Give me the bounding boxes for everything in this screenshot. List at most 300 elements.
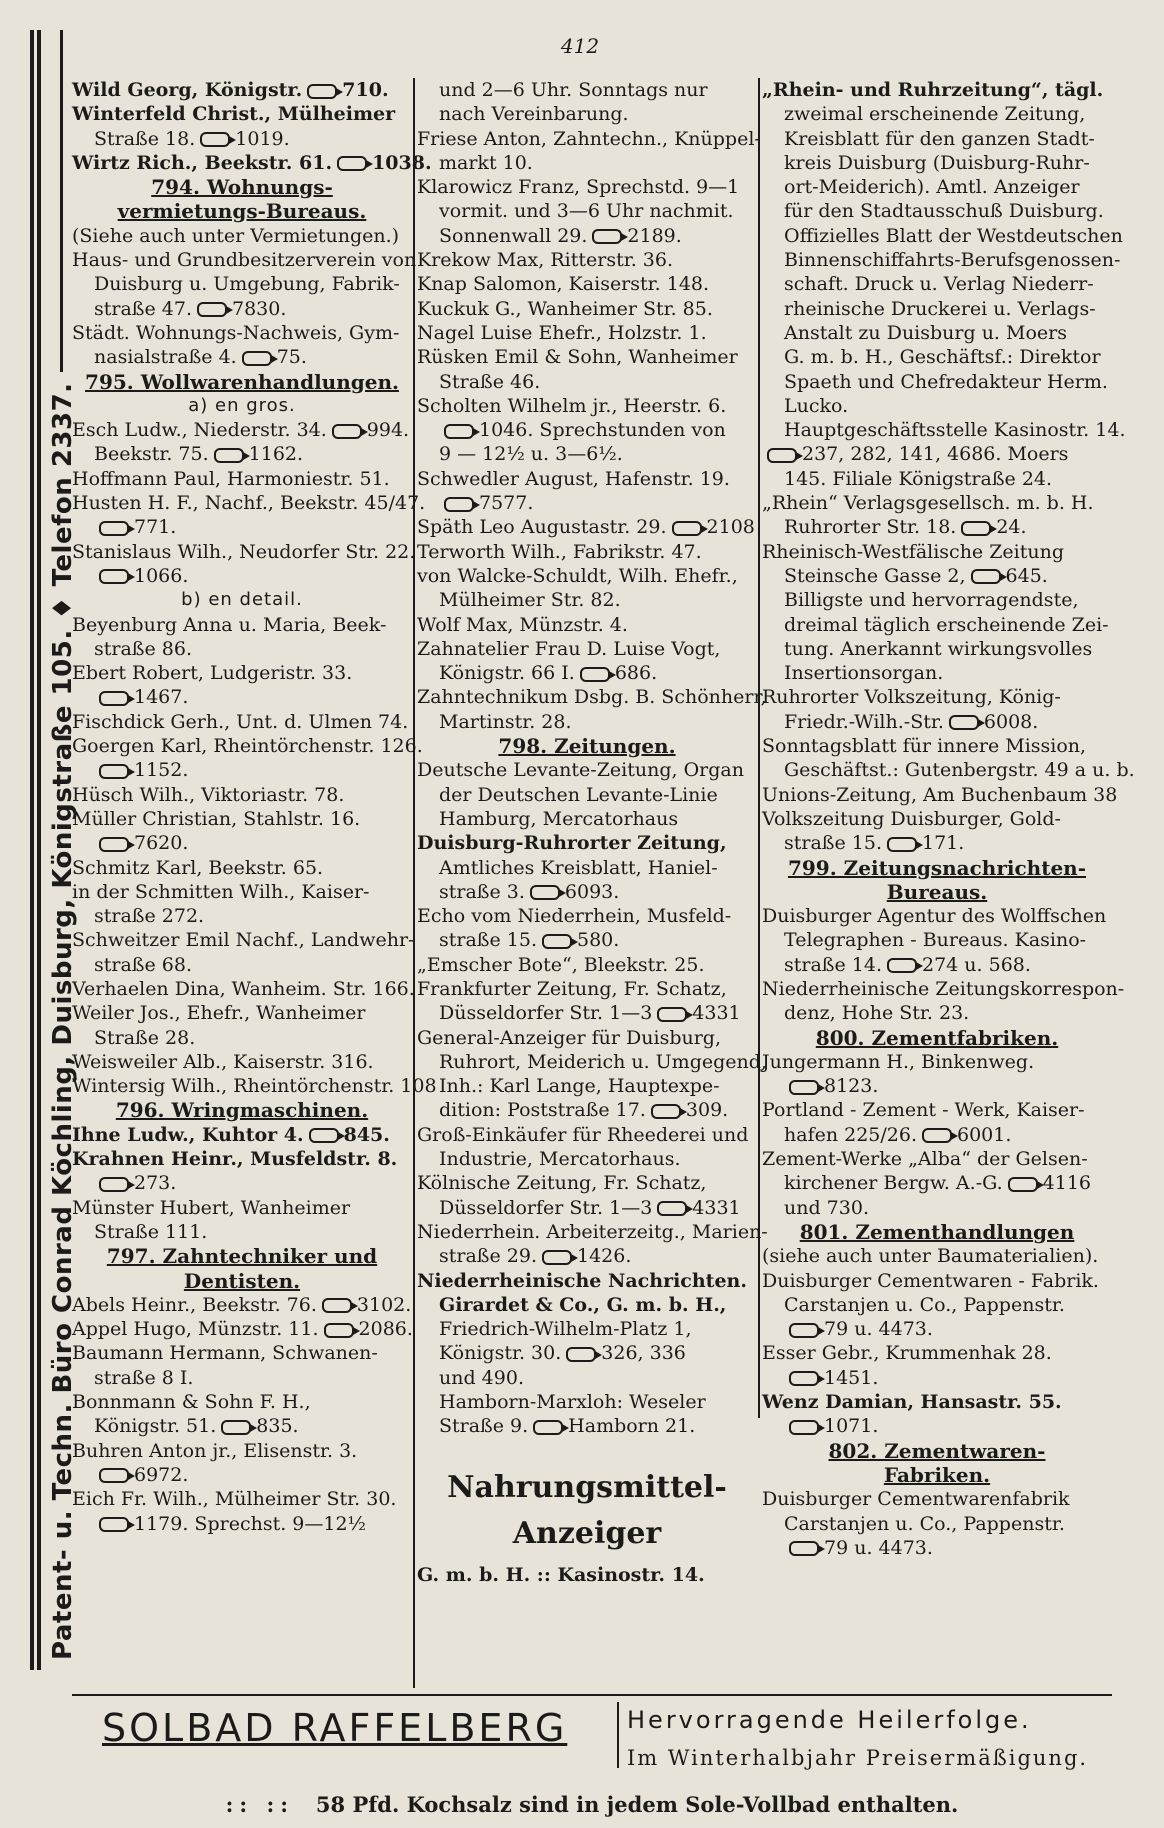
directory-entry-line bbox=[417, 394, 757, 418]
entry-text: 145. Filiale Königstraße 24. bbox=[784, 467, 1053, 490]
entry-text: Duisburg-Ruhrorter Zeitung, bbox=[417, 832, 727, 855]
directory-entry-line bbox=[762, 710, 1112, 734]
entry-text: Müller Christian, Stahlstr. 16. bbox=[72, 807, 361, 830]
telephone-icon bbox=[789, 1541, 819, 1556]
phone-number: 3102. bbox=[356, 1293, 412, 1316]
section-heading bbox=[762, 1026, 1112, 1050]
entry-text: Niederrheinische Zeitungskorrespon- bbox=[762, 977, 1125, 1000]
section-heading bbox=[72, 1098, 412, 1122]
telephone-icon bbox=[789, 1420, 819, 1435]
directory-entry-line bbox=[417, 199, 757, 223]
directory-entry-line bbox=[417, 272, 757, 296]
entry-text: Martinstr. 28. bbox=[439, 710, 572, 733]
entry-text: der Deutschen Levante-Linie bbox=[439, 783, 718, 806]
entry-text: Duisburger Cementwarenfabrik bbox=[762, 1488, 1070, 1511]
directory-entry-line bbox=[417, 1293, 757, 1317]
directory-entry-line bbox=[417, 904, 757, 928]
footer-divider bbox=[617, 1702, 619, 1768]
entry-text: a) en gros. bbox=[188, 394, 296, 416]
directory-entry-line bbox=[762, 1098, 1112, 1122]
directory-entry-line bbox=[762, 1414, 1112, 1438]
entry-text: Geschäftst.: Gutenbergstr. 49 a u. b. bbox=[784, 759, 1135, 782]
directory-entry-line bbox=[417, 564, 757, 588]
footer-advert bbox=[72, 1694, 1112, 1816]
directory-entry-line bbox=[417, 758, 757, 782]
directory-entry-line bbox=[417, 224, 757, 248]
entry-text: (siehe auch unter Baumaterialien). bbox=[762, 1245, 1099, 1268]
entry-text: G. m. b. H., Geschäftsf.: Direktor bbox=[784, 346, 1101, 369]
entry-text: markt 10. bbox=[439, 151, 533, 174]
entry-text: straße 8 I. bbox=[94, 1366, 194, 1389]
advert-footer: G. m. b. H. :: Kasinostr. 14. bbox=[417, 1563, 705, 1586]
phone-number: 8123. bbox=[824, 1075, 879, 1098]
entry-text: Ruhrorter Volkszeitung, König- bbox=[762, 686, 1061, 709]
directory-entry-line bbox=[72, 1512, 412, 1536]
entry-text: Zahnatelier Frau D. Luise Vogt, bbox=[417, 637, 721, 660]
directory-entry-line bbox=[417, 491, 757, 515]
entry-text: Buhren Anton jr., Elisenstr. 3. bbox=[72, 1439, 358, 1462]
phone-number: 2189. bbox=[627, 224, 682, 247]
entry-text: Telegraphen - Bureaus. Kasino- bbox=[784, 929, 1087, 952]
directory-entry-line bbox=[762, 1487, 1112, 1511]
entry-text: Deutsche Levante-Zeitung, Organ bbox=[417, 759, 744, 782]
entry-text: Hamburg, Mercatorhaus bbox=[439, 807, 679, 830]
phone-number: 1066. bbox=[134, 564, 189, 587]
entry-text: 796. Wringmaschinen. bbox=[115, 1098, 369, 1123]
phone-number: 994. bbox=[366, 419, 410, 442]
entry-text: straße 3. bbox=[439, 880, 525, 903]
entry-text: Beekstr. 75. bbox=[94, 443, 209, 466]
directory-entry-line bbox=[417, 710, 757, 734]
directory-entry-line bbox=[72, 953, 412, 977]
telephone-icon bbox=[789, 1371, 819, 1386]
entry-text: Kuckuk G., Wanheimer Str. 85. bbox=[417, 297, 713, 320]
entry-text: Beyenburg Anna u. Maria, Beek- bbox=[72, 613, 387, 636]
directory-entry-line bbox=[72, 637, 412, 661]
entry-text: Winterfeld Christ., Mülheimer bbox=[72, 103, 396, 126]
directory-entry-line bbox=[72, 1196, 412, 1220]
directory-entry-line bbox=[417, 1390, 757, 1414]
entry-text: General-Anzeiger für Duisburg, bbox=[417, 1026, 721, 1049]
entry-text: 797. Zahntechniker und bbox=[106, 1244, 378, 1269]
directory-entry-line bbox=[762, 1171, 1112, 1195]
phone-number: 4331 bbox=[692, 1196, 741, 1219]
directory-entry-line bbox=[72, 297, 412, 321]
advert-title: Nahrungsmittel- bbox=[447, 1469, 727, 1505]
entry-text: Weiler Jos., Ehefr., Wanheimer bbox=[72, 1002, 366, 1025]
directory-entry-line bbox=[762, 1512, 1112, 1536]
directory-entry-line bbox=[762, 1269, 1112, 1293]
directory-entry-line bbox=[417, 175, 757, 199]
directory-entry-line bbox=[72, 613, 412, 637]
entry-text: straße 68. bbox=[94, 953, 192, 976]
entry-text: straße 14. bbox=[784, 953, 882, 976]
section-heading bbox=[72, 175, 412, 199]
entry-text: Friedr.-Wilh.-Str. bbox=[784, 710, 944, 733]
telephone-icon bbox=[99, 837, 129, 852]
directory-entry-line bbox=[72, 710, 412, 734]
directory-entry-line bbox=[72, 515, 412, 539]
directory-entry-line bbox=[72, 1439, 412, 1463]
phone-number: 6008. bbox=[983, 710, 1039, 733]
entry-text: Straße 9. bbox=[439, 1415, 529, 1438]
phone-number: 6093. bbox=[564, 880, 620, 903]
entry-text: Ebert Robert, Ludgeristr. 33. bbox=[72, 662, 353, 685]
directory-entry-line bbox=[762, 564, 1112, 588]
directory-entry-line bbox=[72, 807, 412, 831]
entry-text: Eich Fr. Wilh., Mülheimer Str. 30. bbox=[72, 1488, 397, 1511]
telephone-icon bbox=[657, 1007, 687, 1022]
entry-text: und 730. bbox=[784, 1196, 869, 1219]
directory-entry-line bbox=[762, 977, 1125, 1001]
directory-entry-line bbox=[72, 1026, 412, 1050]
entry-text: Offizielles Blatt der Westdeutschen bbox=[784, 224, 1123, 247]
entry-text: Echo vom Niederrhein, Musfeld- bbox=[417, 905, 732, 928]
directory-entry-line bbox=[417, 977, 757, 1001]
entry-text: Hauptgeschäftsstelle Kasinostr. 14. bbox=[784, 419, 1126, 442]
directory-entry-line bbox=[762, 272, 1112, 296]
phone-number: 710. bbox=[342, 79, 389, 101]
entry-text: Wolf Max, Münzstr. 4. bbox=[417, 613, 628, 636]
entry-text: Zement-Werke „Alba“ der Gelsen- bbox=[762, 1148, 1088, 1171]
directory-entry-line bbox=[417, 1074, 757, 1098]
phone-number: Hamborn 21. bbox=[568, 1415, 696, 1438]
telephone-icon bbox=[530, 885, 560, 900]
entry-text: Unions-Zeitung, Am Buchenbaum 38 bbox=[762, 783, 1118, 806]
telephone-icon bbox=[444, 424, 474, 439]
entry-text: „Emscher Bote“, Bleekstr. 25. bbox=[417, 953, 705, 976]
directory-entry-line bbox=[72, 1317, 412, 1341]
entry-text: vermietungs-Bureaus. bbox=[117, 199, 367, 224]
directory-entry-line bbox=[417, 467, 757, 491]
phone-number: 645. bbox=[1005, 564, 1048, 587]
entry-text: 798. Zeitungen. bbox=[498, 734, 676, 759]
telephone-icon bbox=[767, 448, 797, 463]
entry-text: und 490. bbox=[439, 1366, 524, 1389]
directory-entry-line bbox=[72, 1220, 412, 1244]
directory-entry-line bbox=[417, 1220, 768, 1244]
directory-entry-line bbox=[417, 418, 757, 442]
directory-entry-line bbox=[762, 953, 1112, 977]
directory-entry-line bbox=[762, 102, 1112, 126]
entry-text: Kölnische Zeitung, Fr. Schatz, bbox=[417, 1172, 707, 1195]
telephone-icon bbox=[99, 764, 129, 779]
directory-entry-line bbox=[762, 321, 1112, 345]
directory-entry-line bbox=[417, 831, 757, 855]
entry-text: Krahnen Heinr., Musfeldstr. 8. bbox=[72, 1148, 398, 1171]
telephone-icon bbox=[309, 1128, 339, 1143]
directory-entry-line bbox=[762, 467, 1112, 491]
entry-text: Krekow Max, Ritterstr. 36. bbox=[417, 249, 674, 272]
directory-entry-line bbox=[72, 1123, 412, 1147]
entry-text: 800. Zementfabriken. bbox=[815, 1025, 1059, 1050]
telephone-icon bbox=[221, 1420, 251, 1435]
directory-entry-line bbox=[72, 1390, 412, 1414]
directory-entry-line bbox=[762, 613, 1112, 637]
section-heading bbox=[762, 1463, 1112, 1487]
entry-text: Lucko. bbox=[784, 394, 849, 417]
directory-entry-line bbox=[417, 127, 761, 151]
directory-entry-line bbox=[72, 418, 412, 442]
entry-text: (Siehe auch unter Vermietungen.) bbox=[72, 224, 400, 247]
entry-text: Hamborn-Marxloh: Weseler bbox=[439, 1391, 706, 1414]
footer-deco: :: :: bbox=[225, 1792, 294, 1817]
entry-text: Volkszeitung Duisburger, Gold- bbox=[762, 807, 1061, 830]
entry-text: Wirtz Rich., Beekstr. 61. bbox=[72, 151, 333, 174]
phone-number: 2108 bbox=[706, 516, 755, 539]
telephone-icon bbox=[657, 1201, 687, 1216]
phone-number: 1019. bbox=[235, 127, 290, 150]
entry-text: Terworth Wilh., Fabrikstr. 47. bbox=[417, 540, 702, 563]
entry-text: „Rhein“ Verlagsgesellsch. m. b. H. bbox=[762, 492, 1094, 515]
entry-text: Baumann Hermann, Schwanen- bbox=[72, 1342, 378, 1365]
section-heading bbox=[762, 880, 1112, 904]
directory-entry-line bbox=[417, 1171, 757, 1195]
phone-number: 1162. bbox=[248, 443, 304, 466]
directory-entry-line bbox=[762, 175, 1112, 199]
directory-entry-line bbox=[417, 248, 757, 272]
entry-text: Bureaus. bbox=[886, 879, 988, 904]
entry-text: Kreisblatt für den ganzen Stadt- bbox=[784, 127, 1095, 150]
sidebar-rule bbox=[37, 30, 41, 1670]
entry-text: Bonnmann & Sohn F. H., bbox=[72, 1391, 311, 1414]
section-heading bbox=[762, 1220, 1112, 1244]
entry-text: Ruhrort, Meiderich u. Umgegend, bbox=[439, 1050, 767, 1073]
entry-text: Jungermann H., Binkenweg. bbox=[762, 1050, 1035, 1073]
entry-text: Steinsche Gasse 2, bbox=[784, 564, 966, 587]
phone-number: 1038. bbox=[372, 151, 432, 174]
phone-number: 237, 282, 141, 4686. Moers bbox=[802, 443, 1069, 466]
directory-entry-line bbox=[762, 394, 1112, 418]
entry-text: in der Schmitten Wilh., Kaiser- bbox=[72, 880, 370, 903]
directory-entry-line bbox=[762, 1366, 1112, 1390]
entry-text: Rheinisch-Westfälische Zeitung bbox=[762, 540, 1065, 563]
directory-entry-line bbox=[762, 1317, 1112, 1341]
entry-text: Girardet & Co., G. m. b. H., bbox=[439, 1293, 727, 1316]
phone-number: 7577. bbox=[479, 492, 534, 515]
sidebar-advert-text: Patent- u. Techn. Büro Conrad Köchling, Duisburg, Königstraße 105. ♦ Telefon 2337. bbox=[48, 372, 78, 1670]
directory-entry-line bbox=[72, 661, 412, 685]
section-heading bbox=[72, 199, 412, 223]
directory-entry-line bbox=[72, 1050, 412, 1074]
entry-text: Inh.: Karl Lange, Hauptexpe- bbox=[439, 1075, 720, 1098]
directory-entry-line bbox=[762, 442, 1112, 466]
phone-number: 6972. bbox=[134, 1463, 189, 1486]
directory-entry-line bbox=[72, 1487, 412, 1511]
phone-number: 1071. bbox=[824, 1415, 879, 1438]
entry-text: schaft. Druck u. Verlag Niederr- bbox=[784, 273, 1094, 296]
telephone-icon bbox=[1008, 1177, 1038, 1192]
directory-entry-line bbox=[417, 1026, 757, 1050]
entry-text: Scholten Wilhelm jr., Heerstr. 6. bbox=[417, 394, 727, 417]
directory-entry-line bbox=[72, 880, 412, 904]
directory-entry-line bbox=[762, 491, 1112, 515]
entry-text: Städt. Wohnungs-Nachweis, Gym- bbox=[72, 321, 400, 344]
telephone-icon bbox=[99, 569, 129, 584]
telephone-icon bbox=[197, 302, 227, 317]
telephone-icon bbox=[949, 715, 979, 730]
phone-number: 835. bbox=[256, 1415, 299, 1438]
telephone-icon bbox=[322, 1298, 352, 1313]
directory-entry-line bbox=[417, 856, 757, 880]
directory-entry-line bbox=[762, 370, 1112, 394]
directory-entry-line bbox=[72, 345, 412, 369]
directory-entry-line bbox=[417, 540, 757, 564]
entry-text: Frankfurter Zeitung, Fr. Schatz, bbox=[417, 977, 727, 1000]
directory-entry-line bbox=[417, 1366, 757, 1390]
entry-text: Münster Hubert, Wanheimer bbox=[72, 1196, 351, 1219]
entry-text: Königstr. 30. bbox=[439, 1342, 562, 1365]
directory-entry-line bbox=[72, 224, 412, 248]
entry-text: Billigste und hervorragendste, bbox=[784, 589, 1079, 612]
phone-number: 309. bbox=[685, 1099, 729, 1122]
entry-text: Wenz Damian, Hansastr. 55. bbox=[762, 1391, 1062, 1414]
entry-text: Hüsch Wilh., Viktoriastr. 78. bbox=[72, 783, 345, 806]
footer-text: 58 Pfd. Kochsalz sind in jedem Sole-Vollbad enthalten. bbox=[315, 1792, 959, 1817]
telephone-icon bbox=[971, 569, 1001, 584]
phone-number: 273. bbox=[134, 1172, 177, 1195]
telephone-icon bbox=[789, 1323, 819, 1338]
column-divider bbox=[758, 78, 760, 1418]
entry-text: Fischdick Gerh., Unt. d. Ulmen 74. bbox=[72, 710, 409, 733]
phone-number: 79 u. 4473. bbox=[824, 1536, 933, 1559]
section-heading bbox=[72, 1269, 412, 1293]
telephone-icon bbox=[887, 958, 917, 973]
telephone-icon bbox=[651, 1104, 681, 1119]
directory-entry-line bbox=[762, 758, 1135, 782]
entry-text: Portland - Zement - Werk, Kaiser- bbox=[762, 1099, 1085, 1122]
entry-text: tung. Anerkannt wirkungsvolles bbox=[784, 637, 1093, 660]
entry-text: Ruhrorter Str. 18. bbox=[784, 516, 957, 539]
phone-number: 326, 336 bbox=[601, 1342, 686, 1365]
entry-text: Schmitz Karl, Beekstr. 65. bbox=[72, 856, 324, 879]
section-heading bbox=[762, 1439, 1112, 1463]
phone-number: 1046. Sprechstunden von bbox=[479, 419, 726, 442]
directory-entry-line bbox=[762, 199, 1112, 223]
entry-text: nach Vereinbarung. bbox=[439, 103, 629, 126]
directory-entry-line bbox=[762, 151, 1112, 175]
entry-text: 9 — 12½ u. 3—6½. bbox=[439, 443, 623, 466]
directory-entry-line bbox=[762, 78, 1112, 102]
entry-text: rheinische Druckerei u. Verlags- bbox=[784, 297, 1096, 320]
phone-number: 1152. bbox=[134, 759, 189, 782]
directory-entry-line bbox=[72, 321, 412, 345]
telephone-icon bbox=[592, 229, 622, 244]
entry-text: dition: Poststraße 17. bbox=[439, 1099, 646, 1122]
directory-entry-line bbox=[762, 345, 1112, 369]
entry-text: Sonnenwall 29. bbox=[439, 224, 588, 247]
directory-entry-line bbox=[417, 1098, 757, 1122]
entry-text: Königstr. 51. bbox=[94, 1415, 217, 1438]
directory-entry-line bbox=[762, 831, 1112, 855]
section-heading bbox=[417, 734, 757, 758]
entry-text: Carstanjen u. Co., Pappenstr. bbox=[784, 1293, 1065, 1316]
directory-entry-line bbox=[762, 297, 1112, 321]
entry-text: Wintersig Wilh., Rheintörchenstr. 108 bbox=[72, 1075, 437, 1098]
directory-entry-line bbox=[762, 1123, 1112, 1147]
entry-text: straße 29. bbox=[439, 1245, 537, 1268]
telephone-icon bbox=[542, 934, 572, 949]
entry-text: Ihne Ludw., Kuhtor 4. bbox=[72, 1123, 304, 1146]
phone-number: 4116 bbox=[1042, 1172, 1092, 1195]
telephone-icon bbox=[242, 351, 272, 366]
directory-entry-line bbox=[762, 1293, 1112, 1317]
directory-entry-line bbox=[72, 904, 412, 928]
directory-entry-line bbox=[417, 1414, 757, 1438]
directory-entry-line bbox=[762, 734, 1112, 758]
entry-text: vormit. und 3—6 Uhr nachmit. bbox=[439, 200, 734, 223]
directory-entry-line bbox=[417, 1001, 757, 1025]
directory-entry-line bbox=[762, 515, 1112, 539]
sidebar-rule bbox=[30, 30, 34, 1670]
section-heading bbox=[72, 1244, 412, 1268]
directory-entry-line bbox=[417, 78, 757, 102]
telephone-icon bbox=[542, 1250, 572, 1265]
telephone-icon bbox=[200, 132, 230, 147]
directory-entry-line bbox=[72, 928, 415, 952]
directory-entry-line bbox=[72, 977, 415, 1001]
directory-entry-line bbox=[762, 661, 1112, 685]
telephone-icon bbox=[961, 521, 991, 536]
directory-entry-line bbox=[417, 297, 757, 321]
entry-text: von Walcke-Schuldt, Wilh. Ehefr., bbox=[417, 564, 738, 587]
entry-text: 795. Wollwarenhandlungen. bbox=[85, 369, 399, 394]
entry-text: Friedrich-Wilhelm-Platz 1, bbox=[439, 1318, 692, 1341]
page-number: 412 bbox=[560, 34, 600, 58]
directory-entry-line bbox=[417, 345, 757, 369]
directory-entry-line bbox=[417, 928, 757, 952]
directory-entry-line bbox=[417, 442, 757, 466]
directory-entry-line bbox=[417, 661, 757, 685]
entry-text: 799. Zeitungsnachrichten- bbox=[787, 855, 1087, 880]
phone-number: 79 u. 4473. bbox=[824, 1318, 933, 1341]
entry-text: Anstalt zu Duisburg u. Moers bbox=[784, 321, 1067, 344]
directory-entry-line bbox=[417, 1196, 757, 1220]
directory-entry-line bbox=[72, 758, 412, 782]
directory-entry-line bbox=[72, 151, 432, 175]
directory-entry-line bbox=[417, 637, 757, 661]
entry-text: nasialstraße 4. bbox=[94, 346, 237, 369]
directory-entry-line bbox=[762, 248, 1121, 272]
directory-entry-line bbox=[72, 685, 412, 709]
directory-entry-line bbox=[72, 78, 412, 102]
telephone-icon bbox=[580, 667, 610, 682]
directory-entry-line bbox=[417, 1269, 757, 1293]
directory-entry-line bbox=[72, 467, 412, 491]
telephone-icon bbox=[214, 448, 244, 463]
phone-number: 1179. Sprechst. 9—12½ bbox=[134, 1512, 366, 1535]
directory-entry-line bbox=[72, 1366, 412, 1390]
directory-entry-line bbox=[72, 1463, 412, 1487]
column-divider bbox=[413, 78, 415, 1688]
directory-entry-line bbox=[72, 564, 412, 588]
directory-entry-line bbox=[417, 588, 757, 612]
footer-slogan: Hervorragende Heilerfolge. bbox=[627, 1706, 1032, 1734]
telephone-icon bbox=[332, 424, 362, 439]
directory-entry-line bbox=[417, 370, 757, 394]
entry-text: 801. Zementhandlungen bbox=[799, 1219, 1075, 1244]
telephone-icon bbox=[99, 1468, 129, 1483]
telephone-icon bbox=[99, 1517, 129, 1532]
telephone-icon bbox=[566, 1347, 596, 1362]
entry-text: b) en detail. bbox=[181, 589, 303, 611]
entry-text: Straße 111. bbox=[94, 1220, 208, 1243]
directory-entry-line bbox=[417, 685, 767, 709]
entry-text: „Rhein- und Ruhrzeitung“, tägl. bbox=[762, 79, 1104, 101]
entry-text: straße 15. bbox=[784, 832, 882, 855]
directory-entry-line bbox=[72, 1074, 437, 1098]
column-right bbox=[762, 78, 1135, 1560]
